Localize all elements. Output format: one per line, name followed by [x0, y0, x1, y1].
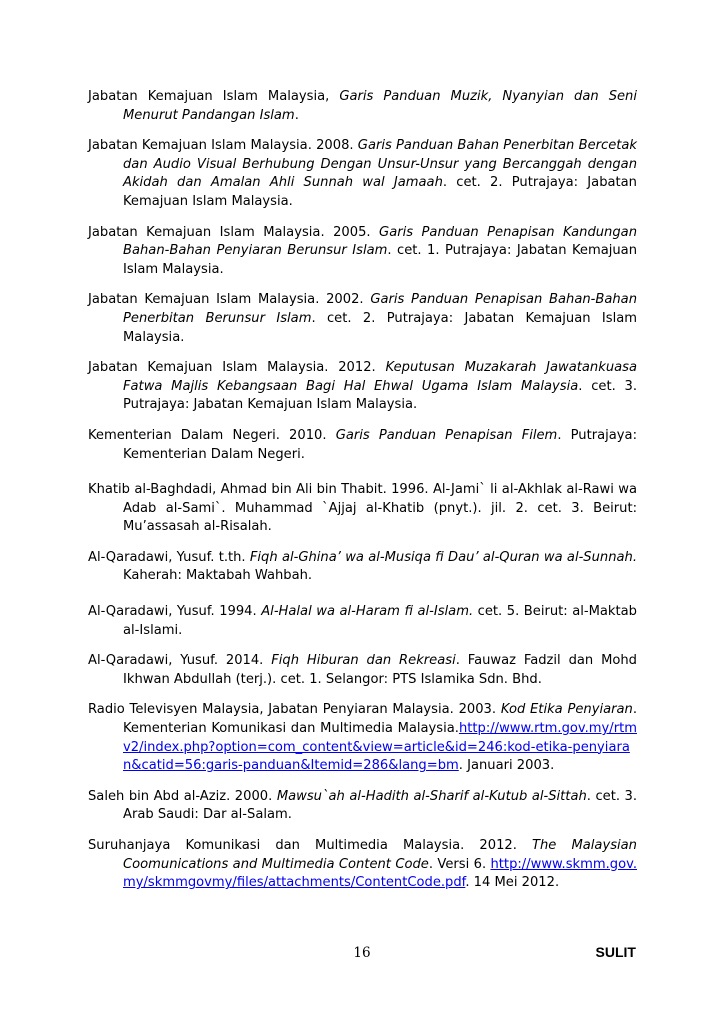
ref-title: Fiqh Hiburan dan Rekreasi	[271, 653, 456, 669]
ref-title: Garis Panduan Bahan Penerbitan Bercetak dan Audio Visual Berhubung Dengan Unsur-Unsur yang Bercanggah dengan Akidah dan Amalan Ahli Sunnah wal Jamaah	[123, 138, 637, 191]
ref-author: Al-Qaradawi, Yusuf. 2014.	[88, 653, 272, 669]
ref-url-link[interactable]: http://www.rtm.gov.my/rtmv2/index.php?option=com_content&view=article&id=246:kod-etika-penyiaran&catid=56:garis-panduan&Itemid=286&lang=bm	[123, 721, 637, 774]
ref-title: Al-Halal wa al-Haram fi al-Islam.	[261, 604, 474, 620]
ref-author: Jabatan Kemajuan Islam Malaysia. 2005.	[88, 224, 380, 240]
ref-publication: .	[294, 107, 299, 123]
ref-author: Jabatan Kemajuan Islam Malaysia. 2008.	[88, 138, 358, 154]
ref-publication: . cet. 1. Putrajaya: Jabatan Kemajuan Islam Malaysia.	[123, 243, 637, 277]
ref-title: Garis Panduan Penapisan Bahan-Bahan Penerbitan Berunsur Islam	[123, 292, 638, 326]
reference-entry	[88, 359, 637, 415]
reference-entry	[88, 603, 637, 640]
reference-entry	[88, 701, 637, 775]
ref-title: Kod Etika Penyiaran	[500, 702, 633, 718]
ref-publication: . Versi 6.	[428, 856, 491, 872]
ref-author: Kementerian Dalam Negeri. 2010.	[88, 427, 336, 443]
ref-author: Jabatan Kemajuan Islam Malaysia. 2012.	[88, 360, 386, 376]
ref-text: Khatib al-Baghdadi, Ahmad bin Ali bin Thabit. 1996. Al-Jami` li al-Akhlak al-Rawi wa Adab al-Sami`. Muhammad `Ajjaj al-Khatib (pnyt.). jil. 2. cet. 3. Beirut: Mu’assasah al-Risalah.	[88, 482, 637, 535]
ref-publication: . Kementerian Komunikasi dan Multimedia Malaysia.	[123, 702, 637, 737]
ref-author: Al-Qaradawi, Yusuf. t.th.	[88, 549, 250, 565]
classification-label: SULIT	[595, 944, 636, 960]
ref-publication: . cet. 3. Arab Saudi: Dar al-Salam.	[123, 788, 637, 823]
ref-author: Saleh bin Abd al-Aziz. 2000.	[88, 788, 277, 804]
reference-entry	[88, 549, 637, 586]
ref-title: The Malaysian Coomunications and Multimedia Content Code	[123, 838, 637, 872]
reference-entry	[88, 88, 637, 125]
reference-entry	[88, 837, 637, 893]
ref-publication: cet. 5. Beirut: al-Maktab al-Islami.	[123, 604, 637, 638]
ref-publication: . cet. 3. Putrajaya: Jabatan Kemajuan Islam Malaysia.	[123, 378, 638, 413]
ref-author: Suruhanjaya Komunikasi dan Multimedia Malaysia. 2012.	[88, 838, 533, 853]
ref-author: Al-Qaradawi, Yusuf. 1994.	[88, 604, 262, 620]
ref-title: Mawsu`ah al-Hadith al-Sharif al-Kutub al-Sittah	[276, 788, 587, 804]
reference-entry	[88, 427, 637, 464]
ref-publication: . Fauwaz Fadzil dan Mohd Ikhwan Abdullah (terj.). cet. 1. Selangor: PTS Islamika Sdn. Bhd.	[123, 653, 637, 687]
reference-entry	[88, 481, 637, 537]
ref-title: Keputusan Muzakarah Jawatankuasa Fatwa Majlis Kebangsaan Bagi Hal Ehwal Ugama Islam Malaysia	[123, 360, 637, 394]
reference-entry	[88, 137, 637, 211]
reference-entry	[88, 788, 637, 825]
reference-entry	[88, 224, 637, 280]
ref-author: Jabatan Kemajuan Islam Malaysia. 2002.	[88, 292, 371, 308]
ref-title: Garis Panduan Muzik, Nyanyian dan Seni Menurut Pandangan Islam	[123, 89, 637, 123]
reference-list	[88, 88, 637, 905]
ref-url-link[interactable]: http://www.skmm.gov.my/skmmgovmy/files/attachments/ContentCode.pdf	[123, 856, 637, 891]
ref-author: Radio Televisyen Malaysia, Jabatan Penyiaran Malaysia. 2003.	[88, 702, 501, 718]
reference-entry	[88, 291, 637, 347]
ref-title: Garis Panduan Penapisan Filem	[335, 427, 558, 443]
ref-author: Jabatan Kemajuan Islam Malaysia,	[88, 89, 340, 104]
reference-entry	[88, 652, 637, 689]
ref-publication: . cet. 2. Putrajaya: Jabatan Kemajuan Islam Malaysia.	[123, 175, 637, 209]
ref-access-date: . 14 Mei 2012.	[465, 875, 560, 891]
ref-publication: . cet. 2. Putrajaya: Jabatan Kemajuan Islam Malaysia.	[123, 310, 637, 345]
ref-publication: . Putrajaya: Kementerian Dalam Negeri.	[123, 427, 637, 462]
ref-publication: Kaherah: Maktabah Wahbah.	[123, 568, 313, 584]
ref-title: Garis Panduan Penapisan Kandungan Bahan-Bahan Penyiaran Berunsur Islam	[123, 224, 637, 259]
ref-title: Fiqh al-Ghina’ wa al-Musiqa fi Dau’ al-Quran wa al-Sunnah.	[249, 549, 637, 565]
page-number: 16	[353, 945, 371, 961]
ref-access-date: . Januari 2003.	[458, 758, 555, 774]
